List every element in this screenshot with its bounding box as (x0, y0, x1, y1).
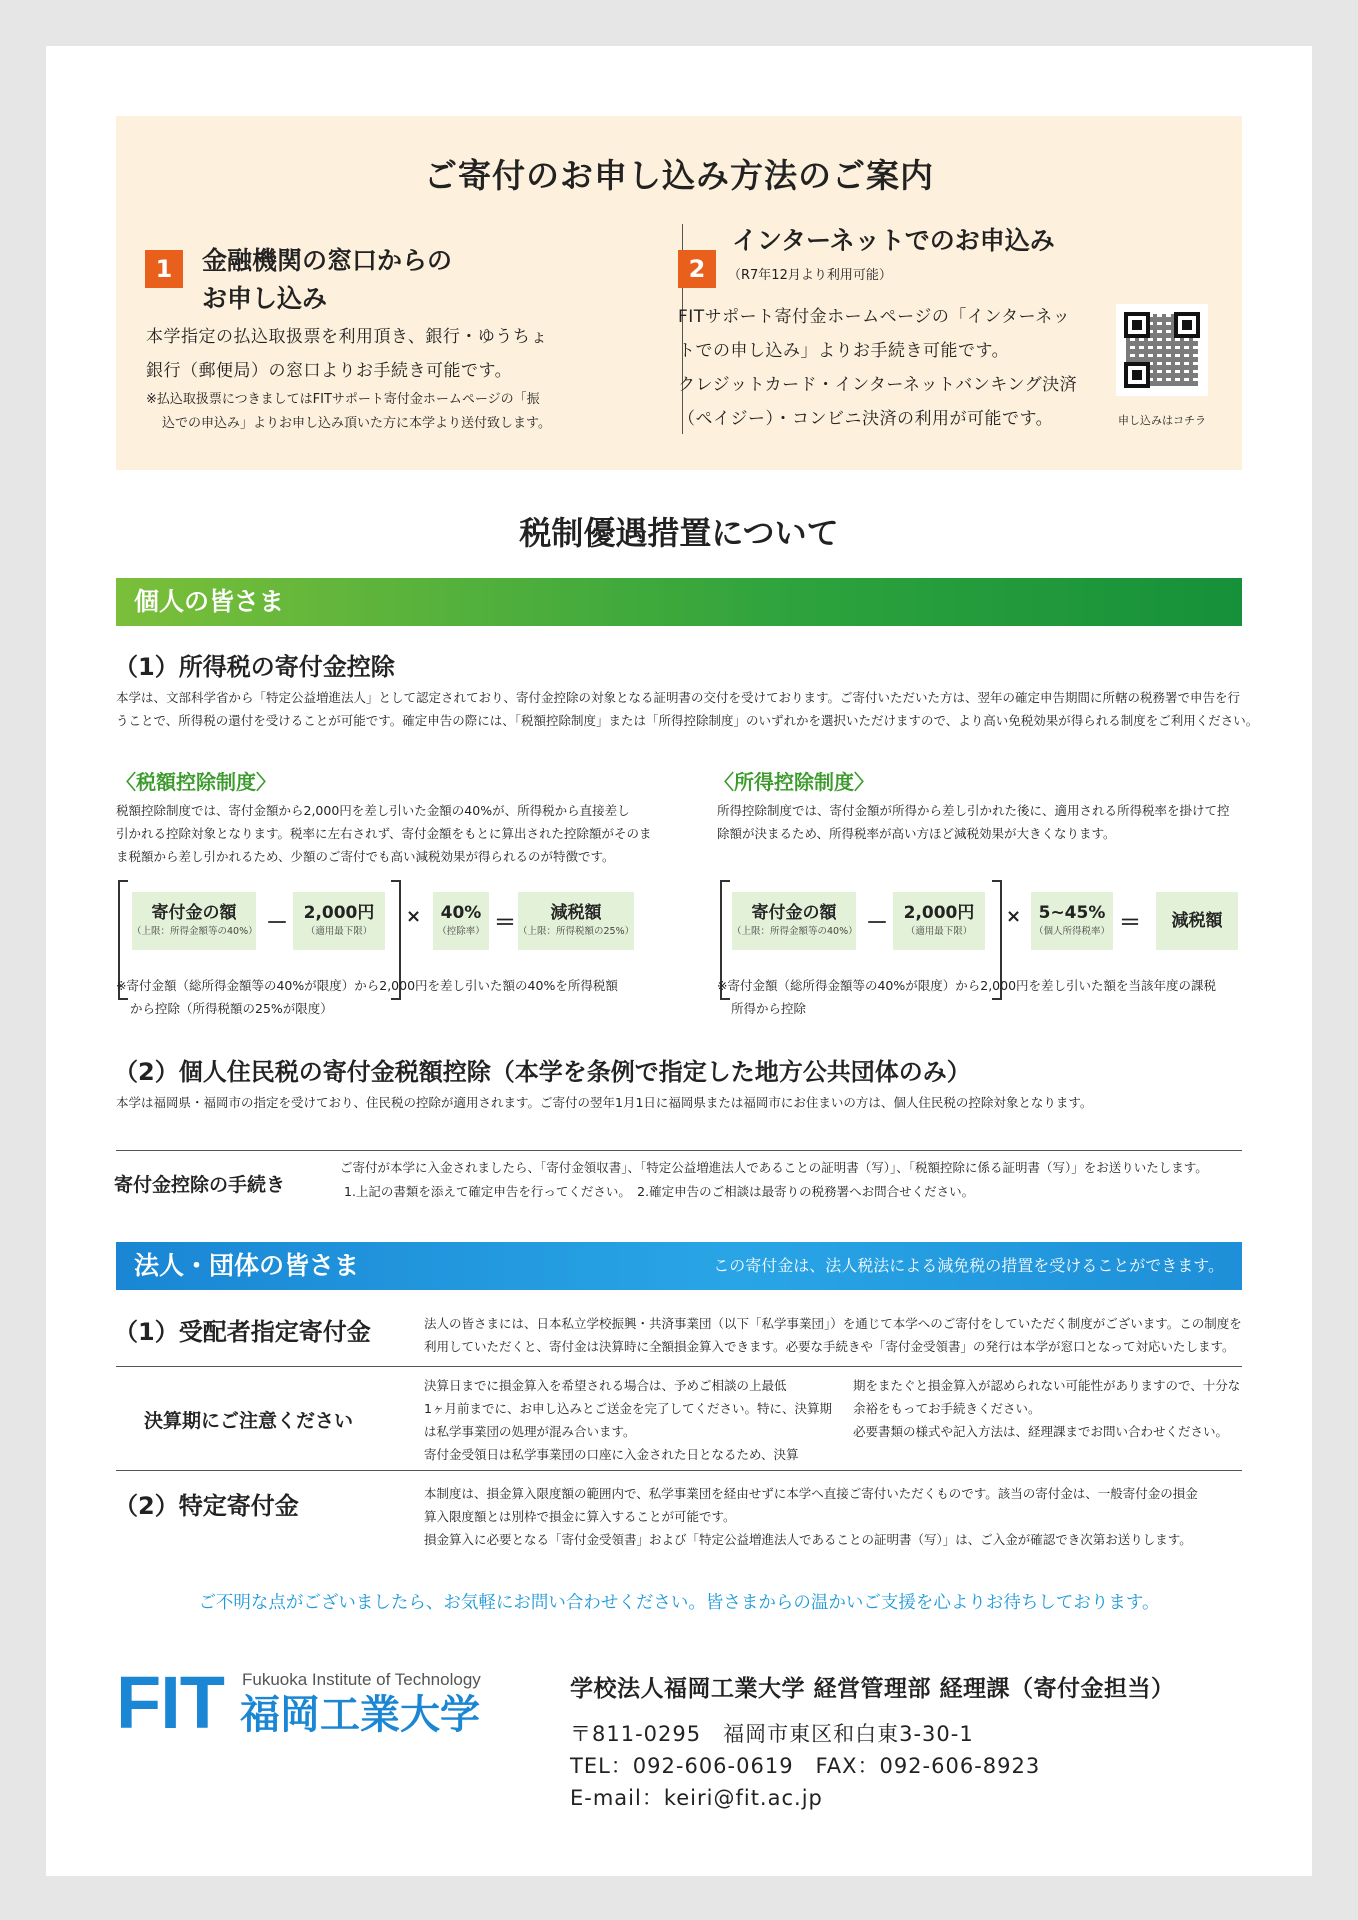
specified-donation-line1: 本制度は、損金算入限度額の範囲内で、私学事業団を経由せずに本学へ直接ご寄付いただくものです。該当の寄付金は、一般寄付金の損金 (424, 1486, 1198, 1501)
procedure-label: 寄付金控除の手続き (114, 1174, 286, 1196)
method1-note-line2: 込での申込み」よりお申し込み頂いた方に本学より送付致します。 (162, 416, 551, 431)
qr-code[interactable] (1116, 304, 1208, 396)
caution-right-line: 余裕をもってお手続きください。 (853, 1401, 1041, 1416)
designated-donation-line2: 利用していただくと、寄付金は決算時に全額損金算入できます。必要な手続きや「寄付金受領書」の発行は本学が窓口となって対応いたします。 (424, 1339, 1235, 1354)
times-operator: × (406, 906, 422, 927)
tax-credit-body-line3: ま税額から差し引かれるため、少額のご寄付でも高い減税効果が得られるのが特徴です。 (116, 849, 615, 864)
caution-left-line: 決算日までに損金算入を希望される場合は、予めご相談の上最低 (424, 1378, 787, 1393)
method1-number-badge: 1 (145, 250, 183, 288)
address: 〒811-0295 福岡市東区和白東3-30-1 (570, 1722, 974, 1746)
designated-donation-line1: 法人の皆さまには、日本私立学校振興・共済事業団（以下「私学事業団」）を通じて本学へのご寄付をしていただく制度がございます。この制度を (424, 1316, 1242, 1331)
box-sub: （適用最下限） (305, 926, 373, 937)
application-box (116, 116, 1242, 470)
equals-operator: ＝ (494, 911, 517, 936)
equals-operator: ＝ (1119, 911, 1142, 936)
income-deduction-body-line1: 所得控除制度では、寄付金額が所得から差し引かれた後に、適用される所得税率を掛けて控 (717, 803, 1230, 818)
formula-box-rate (1031, 892, 1113, 950)
formula-box-reduction (518, 892, 634, 950)
caution-label: 決算期にご注意ください (144, 1410, 354, 1432)
box-sub: （上限：所得税額の25%） (518, 926, 635, 937)
inquiry-message: ご不明な点がございましたら、お気軽にお問い合わせください。皆さまからの温かいご支援を心よりお待ちしております。 (198, 1593, 1160, 1613)
formula-box-minimum (293, 892, 385, 950)
method2-body-line1: FITサポート寄付金ホームページの「インターネッ (678, 307, 1071, 327)
method2-subtitle: （R7年12月より利用可能） (728, 268, 892, 283)
box-sub: （上限：所得金額等の40%） (732, 926, 858, 937)
formula-box-donation (132, 892, 256, 950)
caution-right-line: 必要書類の様式や記入方法は、経理課までお問い合わせください。 (853, 1424, 1229, 1439)
corporate-bar-label: 法人・団体の皆さま (134, 1251, 360, 1280)
method2-body-line2: トでの申し込み」よりお手続き可能です。 (678, 341, 1010, 361)
method1-body-line2: 銀行（郵便局）の窓口よりお手続き可能です。 (146, 361, 513, 381)
method1-body-line1: 本学指定の払込取扱票を利用頂き、銀行・ゆうちょ (146, 327, 548, 347)
specified-donation-heading: （2）特定寄付金 (114, 1492, 299, 1520)
income-tax-body-line2: うことで、所得税の還付を受けることが可能です。確定申告の際には、「税額控除制度」または「所得控除制度」のいずれかを選択いただけますので、より高い免税効果が得られる制度をご利用ください。 (116, 713, 1259, 728)
box-title: 減税額 (1171, 911, 1223, 931)
method2-body-line3: クレジットカード・インターネットバンキング決済 (678, 375, 1078, 395)
logo-japanese-name: 福岡工業大学 (240, 1692, 480, 1738)
formula-box-donation (732, 892, 856, 950)
designated-donation-heading: （1）受配者指定寄付金 (114, 1318, 371, 1346)
times-operator: × (1006, 906, 1022, 927)
application-title: ご寄付のお申し込み方法のご案内 (424, 156, 934, 195)
income-deduction-heading: 〈所得控除制度〉 (714, 770, 874, 794)
corporate-bar-note: この寄付金は、法人税法による減免税の措置を受けることができます。 (713, 1256, 1224, 1275)
qr-caption: 申し込みはコチラ (1118, 414, 1206, 427)
method2-title: インターネットでのお申込み (732, 226, 1055, 255)
box-title: 2,000円 (903, 903, 975, 923)
box-title: 寄付金の額 (151, 903, 237, 923)
caution-left-line: 1ヶ月前までに、お申し込みとご送金を完了してください。特に、決算期 (424, 1401, 832, 1416)
method1-note-line1: ※払込取扱票につきましてはFITサポート寄付金ホームページの「振 (146, 392, 540, 407)
income-tax-body-line1: 本学は、文部科学省から「特定公益増進法人」として認定されており、寄付金控除の対象となる証明書の交付を受けております。ご寄付いただいた方は、翌年の確定申告期間に所轄の税務署で申告を行 (116, 690, 1241, 705)
qr-finder (1124, 362, 1150, 388)
box-title: 40% (440, 903, 482, 923)
caution-right-line: 期をまたぐと損金算入が認められない可能性がありますので、十分な (853, 1378, 1241, 1393)
box-sub: （上限：所得金額等の40%） (132, 926, 258, 937)
fit-logo: FIT (116, 1661, 224, 1744)
income-deduction-note-line2: 所得から控除 (731, 1001, 807, 1016)
individual-bar-label: 個人の皆さま (134, 587, 285, 616)
qr-finder (1124, 312, 1150, 338)
caution-divider-bottom (116, 1470, 1242, 1471)
minus-operator: － (866, 911, 889, 936)
resident-tax-heading: （2）個人住民税の寄付金税額控除（本学を条例で指定した地方公共団体のみ） (114, 1058, 971, 1086)
specified-donation-line2: 算入限度額とは別枠で損金に算入することが可能です。 (424, 1509, 736, 1524)
qr-finder (1174, 312, 1200, 338)
individual-bar (116, 578, 1242, 626)
caution-left-line: 寄付金受領日は私学事業団の口座に入金された日となるため、決算 (424, 1447, 799, 1462)
minus-operator: － (266, 911, 289, 936)
tax-credit-body-line2: 引かれる控除対象となります。税率に左右されず、寄付金額をもとに算出された控除額がそのま (116, 826, 652, 841)
formula-box-rate (433, 892, 489, 950)
box-title: 寄付金の額 (751, 903, 837, 923)
method1-title-line2: お申し込み (202, 284, 328, 313)
formula-box-reduction (1156, 892, 1238, 950)
tax-credit-note-line2: から控除（所得税額の25%が限度） (130, 1001, 333, 1016)
tel-fax: TEL：092-606-0619 FAX：092-606-8923 (570, 1754, 1041, 1778)
procedure-line1: ご寄付が本学に入金されましたら、「寄付金領収書」、「特定公益増進法人であることの証明書（写）」、「税額控除に係る証明書（写）」をお送りいたします。 (340, 1160, 1208, 1175)
tax-credit-heading: 〈税額控除制度〉 (116, 770, 276, 794)
formula-box-minimum (893, 892, 985, 950)
procedure-divider (116, 1150, 1242, 1151)
box-title: 5~45% (1038, 903, 1106, 923)
specified-donation-line3: 損金算入に必要となる「寄付金受領書」および「特定公益増進法人であることの証明書（写）」は、ご入金が確認でき次第お送りします。 (424, 1532, 1192, 1547)
corporate-bar (116, 1242, 1242, 1290)
caution-left-line: は私学事業団の処理が混み合います。 (424, 1424, 636, 1439)
tax-credit-body-line1: 税額控除制度では、寄付金額から2,000円を差し引いた金額の40%が、所得税から直接差し (116, 803, 630, 818)
method2-body-line4: （ペイジー）・コンビニ決済の利用が可能です。 (678, 409, 1054, 429)
method1-title-line1: 金融機関の窓口からの (202, 246, 453, 275)
method2-number-badge: 2 (678, 250, 716, 288)
tax-credit-note-line1: ※寄付金額（総所得金額等の40%が限度）から2,000円を差し引いた額の40%を所得税額 (116, 978, 618, 993)
logo-english-name: Fukuoka Institute of Technology (242, 1670, 481, 1689)
box-title: 減税額 (550, 903, 602, 923)
procedure-line2: 1.上記の書類を添えて確定申告を行ってください。 2.確定申告のご相談は最寄りの税務署へお問合せください。 (344, 1184, 975, 1199)
box-sub: （個人所得税率） (1033, 926, 1110, 937)
box-title: 2,000円 (303, 903, 375, 923)
email-link[interactable]: E-mail：keiri@fit.ac.jp (570, 1786, 823, 1810)
tax-section-title: 税制優遇措置について (519, 514, 839, 552)
income-deduction-note-line1: ※寄付金額（総所得金額等の40%が限度）から2,000円を差し引いた額を当該年度の課税 (717, 978, 1217, 993)
resident-tax-body: 本学は福岡県・福岡市の指定を受けており、住民税の控除が適用されます。ご寄付の翌年1月1日に福岡県または福岡市にお住まいの方は、個人住民税の控除対象となります。 (116, 1095, 1093, 1110)
income-deduction-body-line2: 除額が決まるため、所得税率が高い方ほど減税効果が大きくなります。 (717, 826, 1116, 841)
caution-divider-top (116, 1366, 1242, 1367)
department-name: 学校法人福岡工業大学 経営管理部 経理課（寄付金担当） (570, 1676, 1175, 1702)
flyer-page (46, 46, 1312, 1876)
income-tax-heading: （1）所得税の寄付金控除 (114, 653, 395, 681)
box-sub: （適用最下限） (905, 926, 973, 937)
box-sub: （控除率） (437, 926, 485, 937)
